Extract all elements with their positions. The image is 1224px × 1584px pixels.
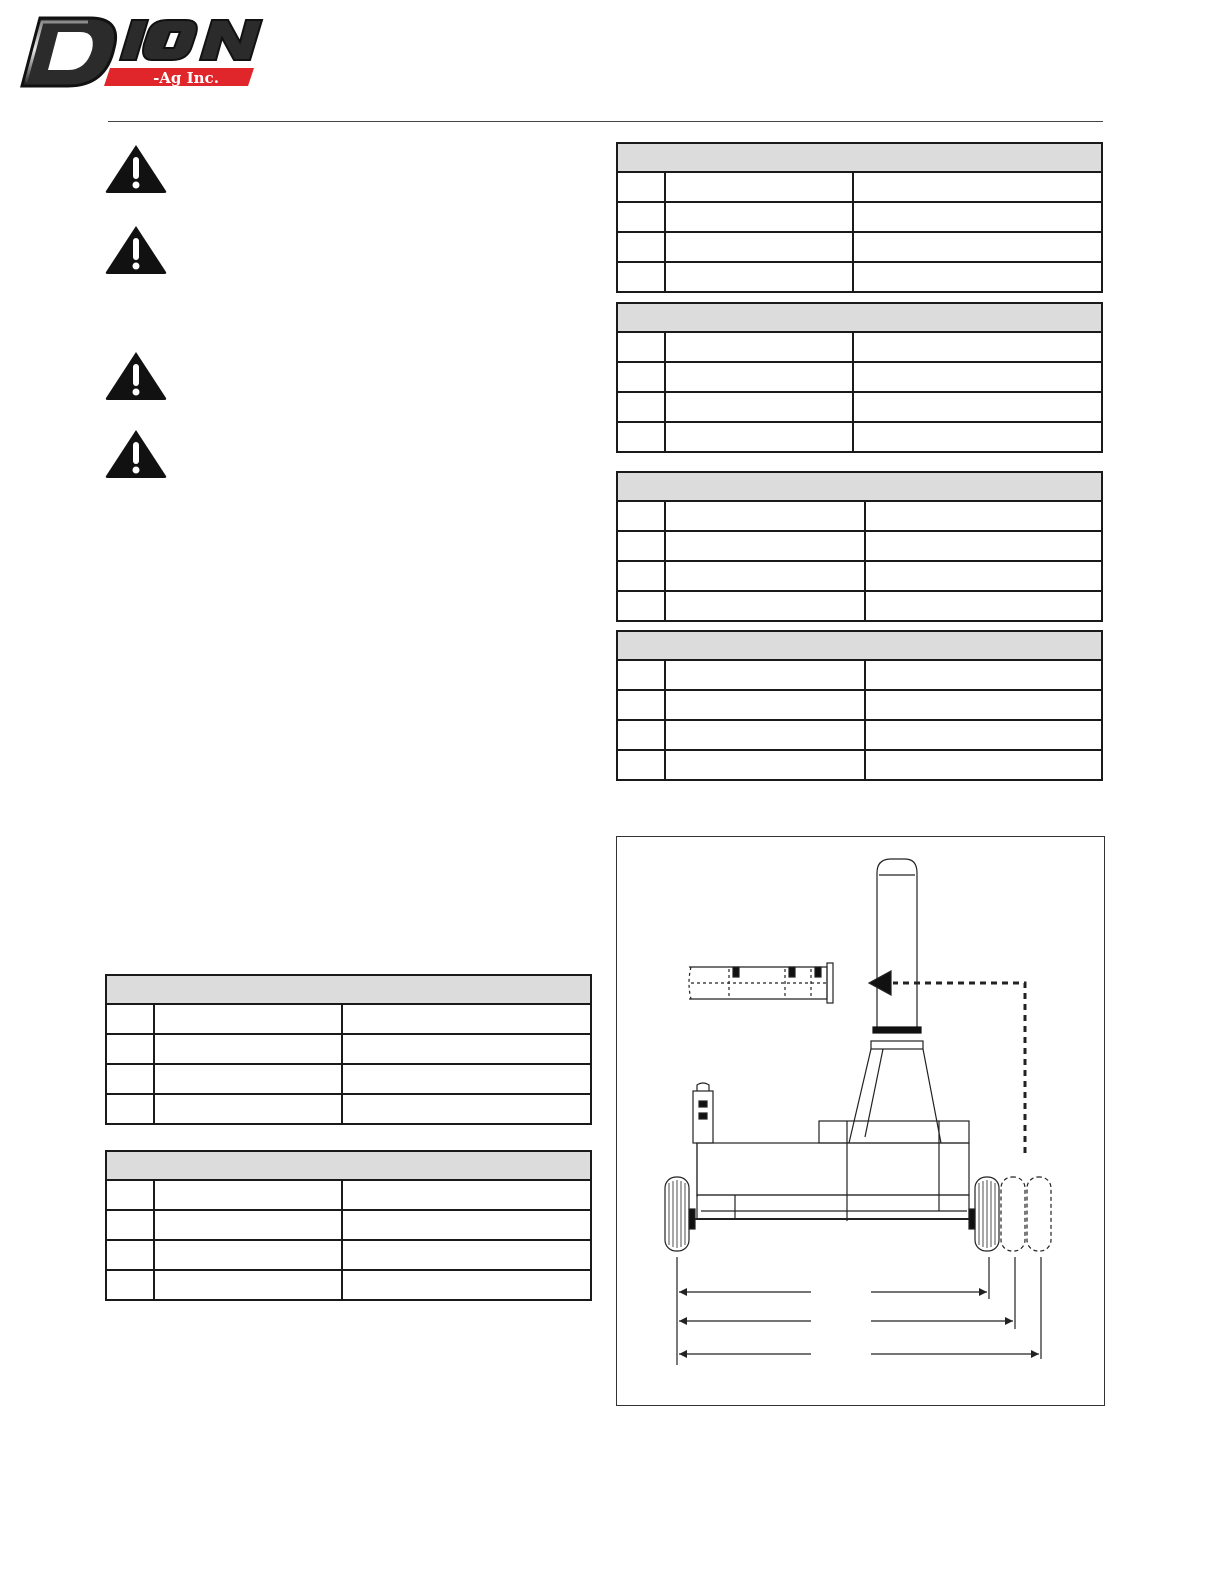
table-header <box>617 472 1102 501</box>
table-row <box>617 660 1102 690</box>
warning-triangle-icon <box>104 350 168 402</box>
warning-triangle-icon <box>104 428 168 480</box>
table-row <box>617 332 1102 362</box>
svg-text:-Ag Inc.: -Ag Inc. <box>153 69 219 87</box>
table-row <box>106 1240 591 1270</box>
spec-table-1 <box>616 142 1103 293</box>
spec-table-2 <box>616 302 1103 453</box>
table-row <box>617 501 1102 531</box>
table-row <box>106 1034 591 1064</box>
table-row <box>617 392 1102 422</box>
table-row <box>617 262 1102 292</box>
table-row <box>617 422 1102 452</box>
table-row <box>106 1004 591 1034</box>
dion-ag-logo <box>10 8 270 92</box>
table-row <box>617 591 1102 621</box>
table-row <box>106 1210 591 1240</box>
table-row <box>106 1064 591 1094</box>
wheel-track-diagram-frame <box>616 836 1105 1406</box>
wheel-track-adjustment-diagram <box>617 837 1104 1405</box>
table-header <box>617 143 1102 172</box>
warning-triangle-icon <box>104 143 168 195</box>
table-header <box>106 975 591 1004</box>
table-row <box>617 531 1102 561</box>
table-row <box>617 720 1102 750</box>
spec-table-5 <box>105 974 592 1125</box>
table-row <box>617 232 1102 262</box>
table-row <box>617 172 1102 202</box>
table-row <box>106 1180 591 1210</box>
table-header <box>617 631 1102 660</box>
table-row <box>106 1270 591 1300</box>
table-row <box>617 362 1102 392</box>
spec-table-3 <box>616 471 1103 622</box>
spec-table-6 <box>105 1150 592 1301</box>
table-header <box>617 303 1102 332</box>
table-header <box>106 1151 591 1180</box>
table-row <box>617 202 1102 232</box>
table-row <box>106 1094 591 1124</box>
spec-table-4 <box>616 630 1103 781</box>
table-row <box>617 750 1102 780</box>
header-rule <box>108 121 1103 122</box>
table-row <box>617 690 1102 720</box>
table-row <box>617 561 1102 591</box>
warning-triangle-icon <box>104 224 168 276</box>
